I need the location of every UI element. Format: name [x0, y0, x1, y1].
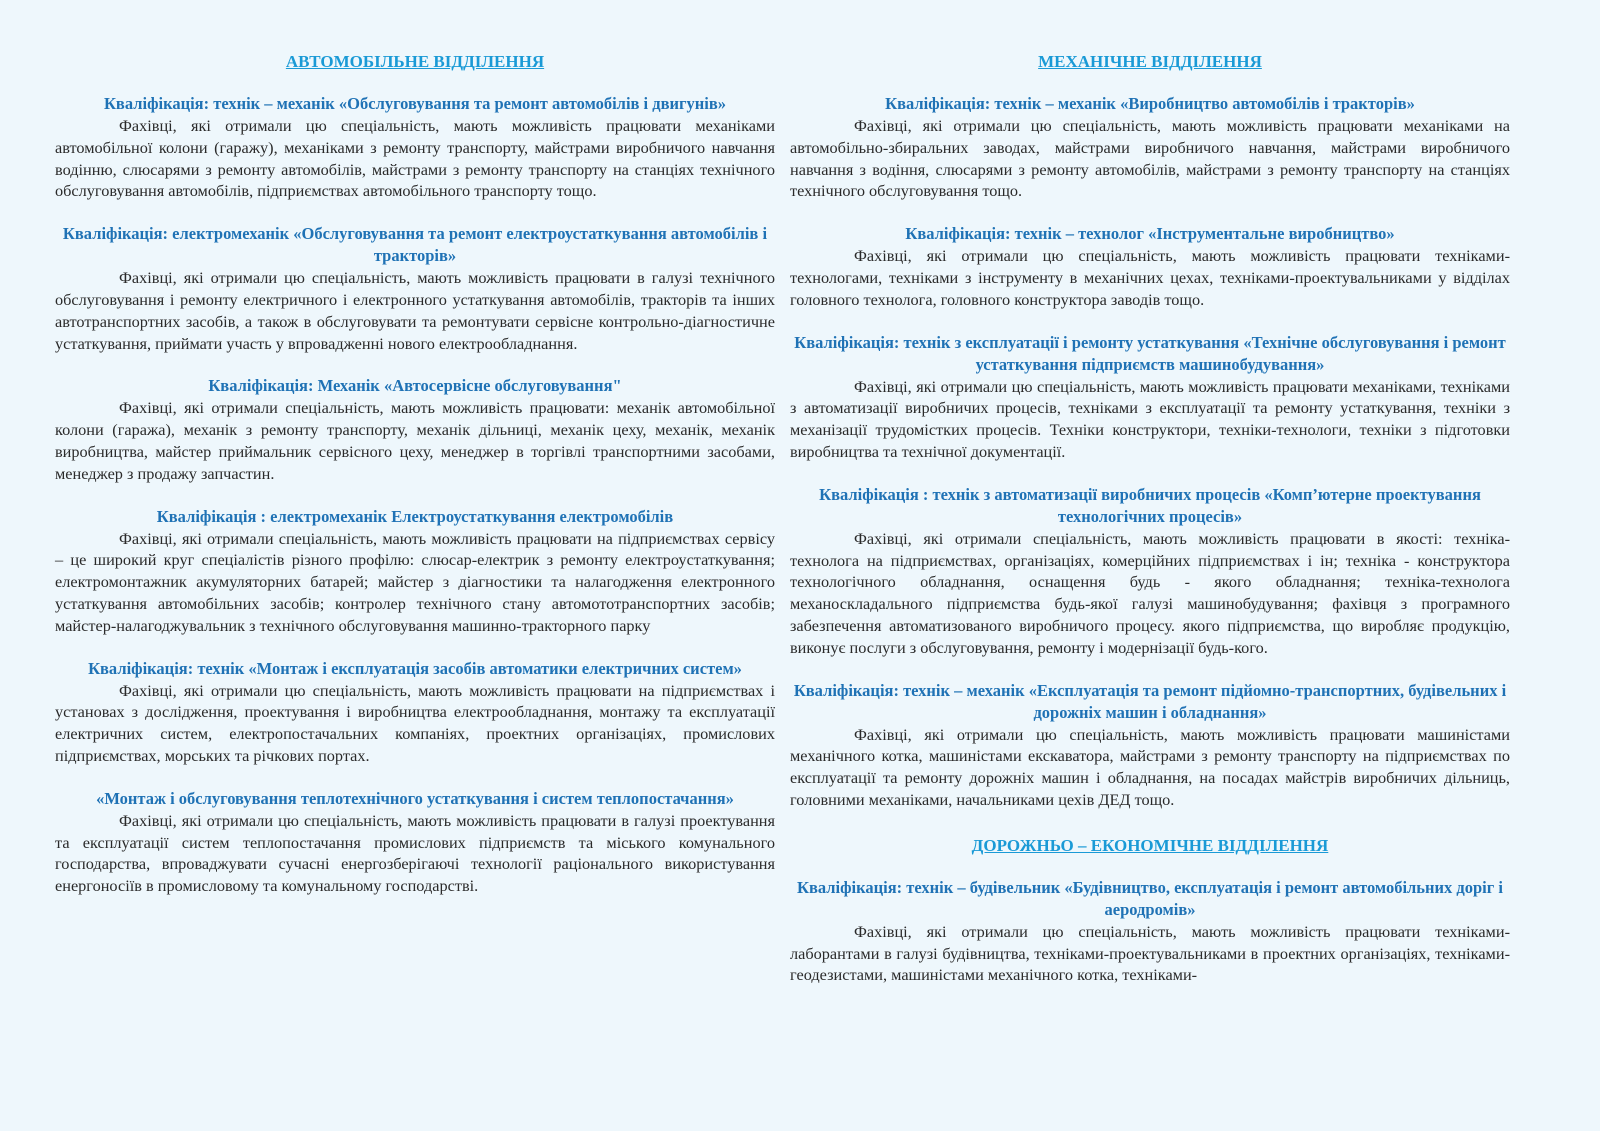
spacer: [790, 659, 1510, 680]
qualification-block: [790, 223, 1510, 331]
department-heading-mechanical: МЕХАНІЧНЕ ВІДДІЛЕННЯ: [1038, 52, 1262, 71]
spacer: [790, 811, 1510, 832]
qualification-title: Кваліфікація: технік – механік «Експлуатація та ремонт підйомно-транспортних, будівельних і дорожніх машин і обладнання»: [793, 680, 1507, 722]
qualification-block: [55, 93, 775, 223]
qualification-description: Фахівці, які отримали цю спеціальність, мають можливість працювати механіками автомобільної колони (гаражу), механіками з ремонту транспорту, майстрами виробничого навчання водінню, слюсарями з ремонту автомобілів, майстрами з ремонту транспорту на станціях технічного обслуговування автомобілів, підприємствах автомобільного транспорту тощо.: [55, 116, 775, 201]
spacer: [790, 202, 1510, 223]
qualification-description: Фахівці, які отримали цю спеціальність, мають можливість працювати механіками на автомобільно-збиральних заводах, майстрами виробничого навчання, майстрами виробничого навчання з водіння, слюсарями з ремонту автомобілів, майстрами з ремонту транспорту на станціях технічного обслуговування тощо.: [790, 116, 1510, 201]
spacer: [55, 202, 775, 223]
qualification-description: Фахівці, які отримали цю спеціальність, мають можливість працювати в галузі проектування та експлуатації систем теплопостачання промислових підприємств та міського комунального господарства, впроваджувати сучасні енергозберігаючі технології раціонального використування енергоносіїв в промисловому та комунальному господарстві.: [55, 810, 775, 896]
qualification-block: [55, 506, 775, 658]
qualification-title: Кваліфікація: технік – будівельник «Будівництво, експлуатація і ремонт автомобільних доріг і аеродромів»: [797, 877, 1503, 919]
left-column: [55, 50, 775, 897]
qualification-block: [55, 658, 775, 788]
spacer: [55, 637, 775, 658]
qualification-description: Фахівці, які отримали спеціальність, мають можливість працювати в якості: техніка-технолога на підприємствах, організаціях, комерційних підприємствах і ін; техніка - конструктора технологічного обладнання, оснащення будь - якого обладнання; техніка-технолога механоскладального підприємства будь-якої галузі машинобудування; фахівця з програмного забезпечення автоматизованого виробничого процесу. якого підприємства, що виробляє продукцію, виконує послуги з обслуговування, ремонту і модернізації будь-кого.: [790, 528, 1510, 657]
qualification-title: Кваліфікація : електромеханік Електроустаткування електромобілів: [156, 506, 674, 526]
spacer: [790, 463, 1510, 484]
qualification-block: [790, 680, 1510, 832]
spacer: [55, 485, 775, 506]
qualification-title: Кваліфікація: технік «Монтаж і експлуатація засобів автоматики електричних систем»: [88, 658, 742, 678]
qualification-title: Кваліфікація : технік з автоматизації виробничих процесів «Комп’ютерне проектування технологічних процесів»: [819, 484, 1481, 526]
qualification-description: Фахівці, які отримали цю спеціальність, мають можливість працювати техніками-технологами, техніками з інструменту в механічних цехах, техніками-проектувальниками у відділах головного технолога, головного конструктора заводів тощо.: [790, 246, 1510, 309]
qualification-block: [790, 877, 1510, 986]
qualification-block: [790, 332, 1510, 484]
department-heading-road-economic: ДОРОЖНЬО – ЕКОНОМІЧНЕ ВІДДІЛЕННЯ: [971, 835, 1329, 855]
qualification-title: «Монтаж і обслуговування теплотехнічного устаткування і систем теплопостачання»: [96, 788, 734, 808]
qualification-description: Фахівці, які отримали спеціальність, мають можливість працювати на підприємствах сервісу – це широкий круг спеціалістів різного профілю: слюсар-електрик з ремонту електроустаткування; електромонтажник акумуляторних батарей; майстер з діагностики та налагодження електронного устаткування автомобільних засобів; контролер технічного стану автомототранспортних засобів; майстер-налагоджувальник з технічного обслуговування машинно-тракторного парку: [55, 528, 775, 635]
qualification-block: [790, 484, 1510, 680]
qualification-title: Кваліфікація: технік – технолог «Інструментальне виробництво»: [905, 224, 1395, 244]
qualification-description: Фахівці, які отримали цю спеціальність, мають можливість працювати техніками-лаборантами в галузі будівництва, техніками-проектувальниками в проектних організаціях, техніками-геодезистами, машиністами механічного котка, техніками-: [790, 921, 1510, 985]
qualification-description: Фахівці, які отримали цю спеціальність, мають можливість працювати машиністами механічного котка, машиністами екскаватора, майстрами з ремонту транспорту на підприємствах по експлуатації та ремонту дорожніх машин і обладнання, на посадах майстрів виробничих дільниць, головними механіками, начальниками цехів ДЕД тощо.: [790, 724, 1510, 809]
qualification-title: Кваліфікація: технік з експлуатації і ремонту устаткування «Технічне обслуговування і ремонт устаткування підприємств машинобудування»: [794, 332, 1506, 374]
qualification-description: Фахівці, які отримали цю спеціальність, мають можливість працювати механіками, техніками з автоматизації виробничих процесів, техніками з експлуатації та ремонту устаткування, техніки з механізації трудомістких процесів. Техніки конструктори, техніки-технологи, техніки з підготовки виробництва та технічної документації.: [790, 376, 1510, 461]
qualification-description: Фахівці, які отримали цю спеціальність, мають можливість працювати в галузі технічного обслуговування і ремонту електричного і електронного устаткування автомобілів, тракторів та інших автотранспортних засобів, а також в обслуговувати та ремонтувати сервісне контрольно-діагностичне устаткування, приймати участь у впровадженні нового електрообладнання.: [55, 268, 775, 353]
qualification-title: Кваліфікація: технік – механік «Виробництво автомобілів і тракторів»: [885, 94, 1415, 113]
qualification-title: Кваліфікація: електромеханік «Обслуговування та ремонт електроустаткування автомобілів і тракторів»: [62, 224, 768, 266]
qualification-block: [55, 788, 775, 897]
qualification-block: [790, 93, 1510, 223]
qualification-title: Кваліфікація: Механік «Автосервісне обслуговування": [208, 376, 622, 396]
spacer: [55, 767, 775, 788]
qualification-block: [55, 223, 775, 375]
qualification-title: Кваліфікація: технік – механік «Обслуговування та ремонт автомобілів і двигунів»: [103, 94, 727, 113]
spacer: [55, 354, 775, 375]
right-column: [790, 50, 1510, 986]
spacer: [790, 311, 1510, 332]
qualification-block: [55, 375, 775, 505]
department-heading-automobile: АВТОМОБІЛЬНЕ ВІДДІЛЕННЯ: [285, 52, 545, 71]
qualification-description: Фахівці, які отримали цю спеціальність, мають можливість працювати на підприємствах і установах з дослідження, проектування і виробництва електрообладнання, монтажу та експлуатації електричних систем, електропостачальних компаніях, проектних організаціях, промислових підприємствах, морських та річкових портах.: [55, 680, 775, 765]
qualification-description: Фахівці, які отримали спеціальність, мають можливість працювати: механік автомобільної колони (гаража), механік з ремонту транспорту, механік дільниці, механік цеху, механік, механік виробництва, майстер приймальник сервісного цеху, менеджер в торгівлі транспортними засобами, менеджер з продажу запчастин.: [55, 398, 775, 483]
